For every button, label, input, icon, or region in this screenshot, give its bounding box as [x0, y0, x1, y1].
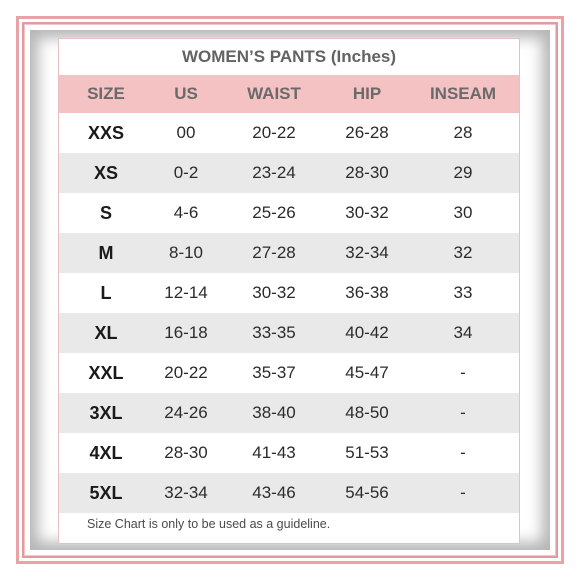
inseam-cell: - — [460, 363, 466, 382]
us-cell: 28-30 — [164, 443, 208, 462]
inseam-cell: 34 — [453, 323, 473, 342]
size-cell: L — [100, 282, 112, 303]
inseam-cell: 29 — [453, 163, 473, 182]
size-cell: M — [98, 242, 114, 263]
us-cell: 00 — [176, 123, 196, 142]
inseam-cell: 30 — [453, 203, 473, 222]
waist-cell: 33-35 — [252, 323, 296, 342]
hip-cell: 36-38 — [345, 283, 389, 302]
table-row — [59, 353, 519, 393]
hip-cell: 40-42 — [345, 323, 389, 342]
waist-cell: 25-26 — [252, 203, 296, 222]
us-cell: 32-34 — [164, 483, 208, 502]
table-row — [59, 473, 519, 513]
chart-title: WOMEN’S PANTS (Inches) — [181, 47, 397, 66]
waist-cell: 27-28 — [252, 243, 296, 262]
inseam-cell: - — [460, 483, 466, 502]
header-inseam: INSEAM — [429, 84, 497, 103]
table-row — [59, 193, 519, 233]
inseam-cell: 32 — [453, 243, 473, 262]
hip-cell: 54-56 — [345, 483, 389, 502]
footnote-text: Size Chart is only to be used as a guideline. — [87, 517, 331, 531]
us-cell: 0-2 — [173, 163, 199, 182]
inseam-cell: 28 — [453, 123, 473, 142]
table-row — [59, 153, 519, 193]
hip-cell: 28-30 — [345, 163, 389, 182]
waist-cell: 30-32 — [252, 283, 296, 302]
inseam-cell: - — [460, 403, 466, 422]
size-chart-card — [58, 38, 520, 544]
table-row — [59, 393, 519, 433]
hip-cell: 48-50 — [345, 403, 389, 422]
us-cell: 24-26 — [164, 403, 208, 422]
waist-cell: 35-37 — [252, 363, 296, 382]
us-cell: 12-14 — [164, 283, 208, 302]
table-header-row — [59, 75, 519, 113]
size-cell: XL — [94, 322, 118, 343]
header-waist: WAIST — [247, 84, 301, 103]
table-row — [59, 313, 519, 353]
hip-cell: 32-34 — [345, 243, 389, 262]
waist-cell: 43-46 — [252, 483, 296, 502]
header-hip: HIP — [352, 84, 382, 103]
size-cell: XXS — [87, 122, 125, 143]
table-row — [59, 273, 519, 313]
size-cell: 5XL — [89, 482, 123, 503]
size-cell: 3XL — [89, 402, 123, 423]
waist-cell: 41-43 — [252, 443, 296, 462]
table-row — [59, 433, 519, 473]
hip-cell: 51-53 — [345, 443, 389, 462]
us-cell: 20-22 — [164, 363, 208, 382]
size-cell: XXL — [88, 362, 124, 383]
inseam-cell: 33 — [453, 283, 473, 302]
table-row — [59, 113, 519, 153]
waist-cell: 23-24 — [252, 163, 296, 182]
us-cell: 4-6 — [173, 203, 199, 222]
table-row — [59, 233, 519, 273]
us-cell: 8-10 — [168, 243, 204, 262]
hip-cell: 30-32 — [345, 203, 389, 222]
hip-cell: 26-28 — [345, 123, 389, 142]
size-cell: S — [99, 202, 112, 223]
inseam-cell: - — [460, 443, 466, 462]
waist-cell: 20-22 — [252, 123, 296, 142]
header-us: US — [174, 84, 198, 103]
size-cell: XS — [93, 162, 118, 183]
waist-cell: 38-40 — [252, 403, 296, 422]
header-size: SIZE — [87, 84, 125, 103]
us-cell: 16-18 — [164, 323, 208, 342]
hip-cell: 45-47 — [345, 363, 389, 382]
size-cell: 4XL — [89, 442, 123, 463]
